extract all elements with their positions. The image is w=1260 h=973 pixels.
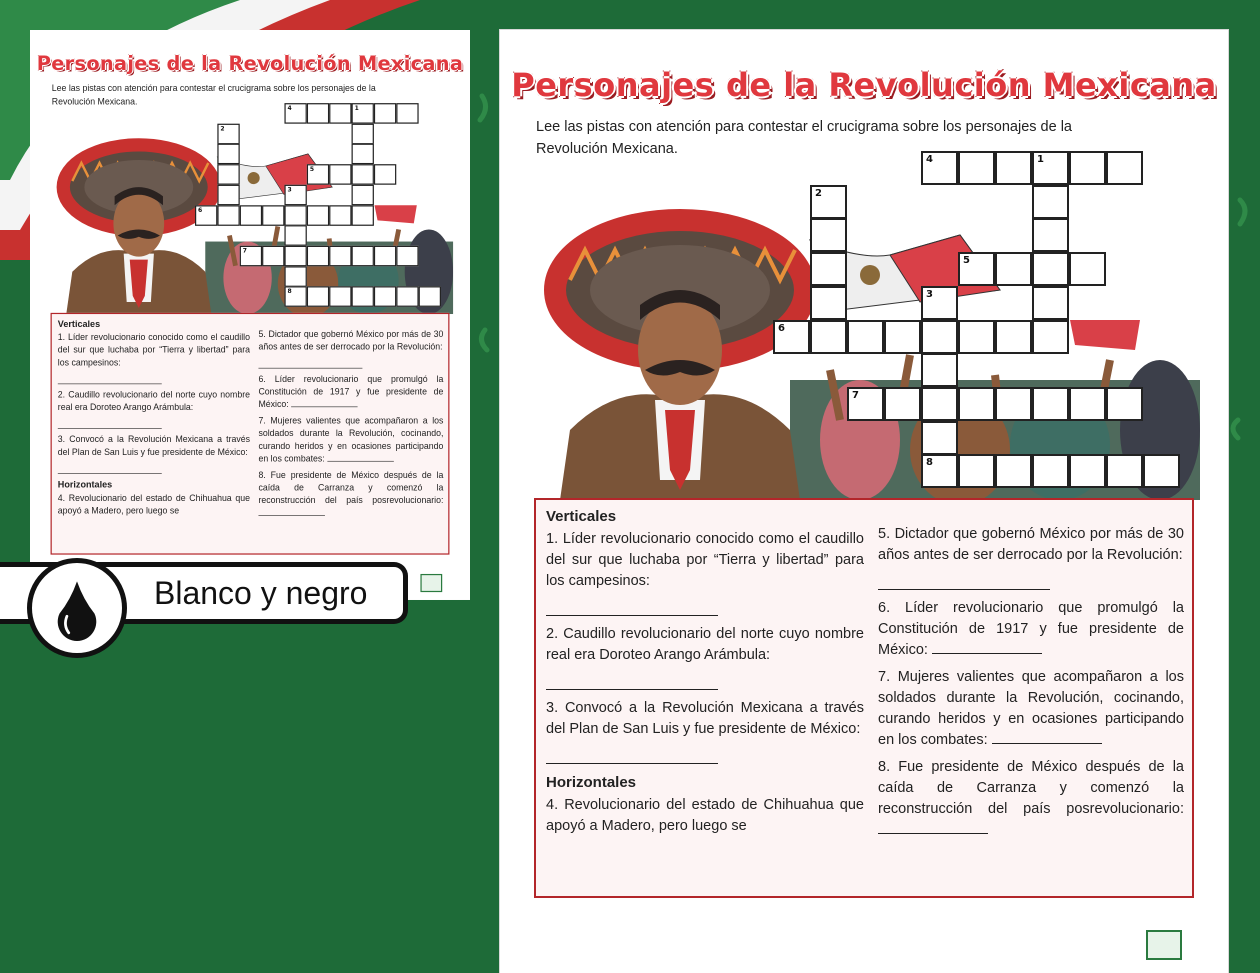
crossword-cell[interactable] bbox=[329, 205, 351, 226]
crossword-cell[interactable] bbox=[195, 205, 217, 226]
crossword-cell[interactable] bbox=[995, 151, 1032, 185]
clue-3: 3. Convocó a la Revolución Mexicana a través del Plan de San Luis y fue presidente de México: bbox=[546, 700, 864, 737]
crossword-cell[interactable] bbox=[329, 103, 351, 124]
clue-number: 7 bbox=[852, 389, 859, 401]
crossword-cell[interactable] bbox=[1032, 252, 1069, 286]
crossword-cell[interactable] bbox=[810, 185, 847, 219]
answer-line-5[interactable] bbox=[878, 572, 1050, 590]
crossword-cell[interactable] bbox=[396, 246, 418, 267]
crossword-cell[interactable] bbox=[217, 144, 239, 165]
answer-line[interactable] bbox=[258, 515, 324, 516]
clue-number: 4 bbox=[926, 154, 933, 165]
clue-number: 7 bbox=[242, 247, 247, 255]
crossword-cell[interactable] bbox=[329, 246, 351, 267]
publisher-logo bbox=[1146, 930, 1182, 960]
clue-2: 2. Caudillo revolucionario del norte cuyo nombre real era Doroteo Arango Arámbula: bbox=[57, 390, 251, 413]
answer-line[interactable] bbox=[878, 833, 988, 834]
crossword-cell[interactable] bbox=[1069, 454, 1106, 488]
crossword-cell[interactable] bbox=[1106, 387, 1143, 421]
crossword-cell[interactable] bbox=[1069, 387, 1106, 421]
crossword-cell[interactable] bbox=[995, 320, 1032, 354]
crossword-cell[interactable] bbox=[396, 103, 418, 124]
crossword-cell[interactable] bbox=[810, 218, 847, 252]
clue-number: 5 bbox=[309, 166, 315, 173]
crossword-cell[interactable] bbox=[262, 205, 284, 226]
crossword-cell[interactable] bbox=[240, 246, 262, 267]
ink-drop-badge-circle bbox=[27, 558, 127, 658]
verticales-heading: Verticales bbox=[57, 318, 101, 330]
clue-number: 8 bbox=[287, 288, 292, 295]
clue-3: 3. Convocó a la Revolución Mexicana a través del Plan de San Luis y fue presidente de México: bbox=[57, 434, 251, 458]
zapata-figure bbox=[545, 210, 815, 500]
crossword-cell[interactable] bbox=[307, 103, 329, 124]
crossword-cell[interactable] bbox=[1106, 151, 1143, 185]
crossword-cell[interactable] bbox=[284, 286, 306, 307]
worksheet-intro: Lee las pistas con atención para contestar el crucigrama sobre los personajes de la Revolución Mexicana. bbox=[51, 83, 376, 107]
crossword-cell[interactable] bbox=[1032, 286, 1069, 320]
crossword-cell[interactable] bbox=[352, 246, 374, 267]
crossword-cell[interactable] bbox=[921, 421, 958, 455]
crossword-cell[interactable] bbox=[307, 164, 329, 185]
crossword-cell[interactable] bbox=[307, 286, 329, 307]
clue-6: 6. Líder revolucionario que promulgó la Constitución de 1917 y fue presidente de México: bbox=[258, 374, 444, 410]
answer-line-2[interactable] bbox=[58, 418, 162, 429]
crossword-cell[interactable] bbox=[1032, 151, 1069, 185]
answer-line-1[interactable] bbox=[58, 373, 162, 384]
crossword-cell[interactable] bbox=[217, 164, 239, 185]
crossword-cell[interactable] bbox=[374, 164, 396, 185]
clue-number: 2 bbox=[220, 125, 225, 132]
answer-line[interactable] bbox=[327, 461, 393, 462]
crossword-cell[interactable] bbox=[1032, 320, 1069, 354]
clue-8: 8. Fue presidente de México después de la caída de Carranza y comenzó la reconstrucción del país posrevolucionario: bbox=[878, 757, 1184, 841]
clue-5: 5. Dictador que gobernó México por más de 30 años antes de ser derrocado por la Revolución: bbox=[258, 329, 444, 353]
publisher-logo bbox=[420, 574, 442, 592]
crossword-cell[interactable] bbox=[262, 246, 284, 267]
crossword-cell[interactable] bbox=[329, 286, 351, 307]
clue-5: 5. Dictador que gobernó México por más de 30 años antes de ser derrocado por la Revolución: bbox=[878, 526, 1184, 563]
worksheet-preview-large bbox=[500, 30, 1228, 973]
crossword-cell[interactable] bbox=[958, 387, 995, 421]
crossword-cell[interactable] bbox=[374, 103, 396, 124]
badge-label: Blanco y negro bbox=[154, 575, 368, 611]
clue-8: 8. Fue presidente de México después de la caída de Carranza y comenzó la reconstrucción del país posrevolucionario: bbox=[258, 470, 444, 506]
answer-line-3[interactable] bbox=[58, 463, 162, 474]
crossword-cell[interactable] bbox=[810, 286, 847, 320]
crossword-cell[interactable] bbox=[284, 185, 306, 206]
crossword-cell[interactable] bbox=[284, 225, 306, 246]
zapata-figure bbox=[57, 139, 220, 314]
answer-line[interactable] bbox=[932, 653, 1042, 654]
crossword-cell[interactable] bbox=[352, 286, 374, 307]
crossword-cell[interactable] bbox=[810, 252, 847, 286]
horizontales-heading: Horizontales bbox=[57, 479, 113, 490]
crossword-cell[interactable] bbox=[217, 123, 239, 144]
answer-line-5[interactable] bbox=[258, 358, 362, 369]
crossword-cell[interactable] bbox=[921, 353, 958, 387]
worksheet-intro: Lee las pistas con atención para contestar el crucigrama sobre los personajes de la Revolución Mexicana. bbox=[536, 119, 1072, 157]
crossword-cell[interactable] bbox=[284, 103, 306, 124]
clue-4: 4. Revolucionario del estado de Chihuahua que apoyó a Madero, pero luego se bbox=[57, 493, 251, 516]
crossword-cell[interactable] bbox=[847, 320, 884, 354]
crossword-cell[interactable] bbox=[374, 286, 396, 307]
crossword-cell[interactable] bbox=[1069, 151, 1106, 185]
crossword-cell[interactable] bbox=[352, 144, 374, 165]
crossword-cell[interactable] bbox=[995, 387, 1032, 421]
clue-number: 6 bbox=[198, 206, 203, 214]
clues-box bbox=[51, 313, 450, 555]
crossword-cell[interactable] bbox=[217, 185, 239, 206]
crossword-cell[interactable] bbox=[1106, 454, 1143, 488]
worksheet-preview-small bbox=[30, 30, 470, 600]
crossword-cell[interactable] bbox=[921, 320, 958, 354]
clue-number: 5 bbox=[963, 255, 970, 267]
crossword-cell[interactable] bbox=[921, 454, 958, 488]
crossword-cell[interactable] bbox=[958, 252, 995, 286]
crossword-cell[interactable] bbox=[352, 103, 374, 124]
crossword-cell[interactable] bbox=[352, 185, 374, 206]
clue-number: 4 bbox=[287, 104, 292, 112]
crossword-cell[interactable] bbox=[284, 205, 306, 226]
answer-line-1[interactable] bbox=[546, 598, 718, 616]
answer-line-2[interactable] bbox=[546, 672, 718, 690]
crossword-cell[interactable] bbox=[1032, 454, 1069, 488]
ink-drop-icon bbox=[32, 563, 122, 653]
answer-line[interactable] bbox=[291, 407, 357, 408]
crossword-cell[interactable] bbox=[374, 246, 396, 267]
crossword-cell[interactable] bbox=[1032, 218, 1069, 252]
worksheet-title: Personajes de la Revolución Mexicana bbox=[511, 66, 1217, 104]
crossword-cell[interactable] bbox=[958, 320, 995, 354]
clue-4: 4. Revolucionario del estado de Chihuahua que apoyó a Madero, pero luego se bbox=[546, 797, 864, 834]
crossword-cell[interactable] bbox=[884, 320, 921, 354]
crossword-cell[interactable] bbox=[921, 286, 958, 320]
crossword-cell[interactable] bbox=[352, 123, 374, 144]
crossword-cell[interactable] bbox=[329, 164, 351, 185]
crossword-cell[interactable] bbox=[958, 151, 995, 185]
clue-number: 3 bbox=[287, 186, 292, 194]
clue-number: 2 bbox=[815, 187, 822, 199]
clues-box bbox=[534, 498, 1194, 898]
crossword-cell[interactable] bbox=[884, 387, 921, 421]
clue-number: 6 bbox=[778, 322, 785, 334]
crossword-cell[interactable] bbox=[958, 454, 995, 488]
crossword-cell[interactable] bbox=[847, 387, 884, 421]
clue-number: 1 bbox=[354, 104, 359, 112]
crossword-cell[interactable] bbox=[307, 246, 329, 267]
clue-7: 7. Mujeres valientes que acompañaron a los soldados durante la Revolución, cocinando, curando heridos y en ocasiones participando en los combates: bbox=[258, 416, 444, 464]
crossword-cell[interactable] bbox=[284, 266, 306, 287]
crossword-cell[interactable] bbox=[396, 286, 418, 307]
crossword-cell[interactable] bbox=[921, 387, 958, 421]
clue-number: 3 bbox=[926, 288, 933, 300]
crossword-cell[interactable] bbox=[352, 164, 374, 185]
worksheet-title: Personajes de la Revolución Mexicana bbox=[36, 51, 464, 75]
crossword-cell[interactable] bbox=[810, 320, 847, 354]
crossword-cell[interactable] bbox=[284, 246, 306, 267]
crossword-cell[interactable] bbox=[307, 205, 329, 226]
clue-number: 1 bbox=[1037, 154, 1044, 165]
crossword-cell[interactable] bbox=[419, 286, 441, 307]
horizontales-heading: Horizontales bbox=[546, 774, 637, 791]
worksheet-page-small bbox=[30, 30, 470, 600]
clue-2: 2. Caudillo revolucionario del norte cuyo nombre real era Doroteo Arango Arámbula: bbox=[546, 626, 864, 663]
clue-7: 7. Mujeres valientes que acompañaron a los soldados durante la Revolución, cocinando, curando heridos y en ocasiones participando en los combates: bbox=[878, 669, 1184, 748]
verticales-heading: Verticales bbox=[546, 508, 617, 525]
crossword-cell[interactable] bbox=[240, 205, 262, 226]
answer-line[interactable] bbox=[992, 743, 1102, 744]
clue-1: 1. Líder revolucionario conocido como el caudillo del sur que luchaba por “Tierra y libertad” para los campesinos: bbox=[546, 531, 864, 589]
crossword-cell[interactable] bbox=[217, 205, 239, 226]
crossword-cell[interactable] bbox=[995, 252, 1032, 286]
answer-line-3[interactable] bbox=[546, 746, 718, 764]
clue-number: 8 bbox=[926, 457, 933, 469]
crossword-cell[interactable] bbox=[1032, 387, 1069, 421]
crossword-cell[interactable] bbox=[352, 205, 374, 226]
crossword-cell[interactable] bbox=[773, 320, 810, 354]
crossword-cell[interactable] bbox=[995, 454, 1032, 488]
crossword-cell[interactable] bbox=[1032, 185, 1069, 219]
crossword-cell[interactable] bbox=[921, 151, 958, 185]
crossword-cell[interactable] bbox=[1143, 454, 1180, 488]
clue-6: 6. Líder revolucionario que promulgó la Constitución de 1917 y fue presidente de México: bbox=[878, 600, 1184, 658]
clue-1: 1. Líder revolucionario conocido como el caudillo del sur que luchaba por “Tierra y libertad” para los campesinos: bbox=[57, 332, 251, 368]
crossword-cell[interactable] bbox=[1069, 252, 1106, 286]
